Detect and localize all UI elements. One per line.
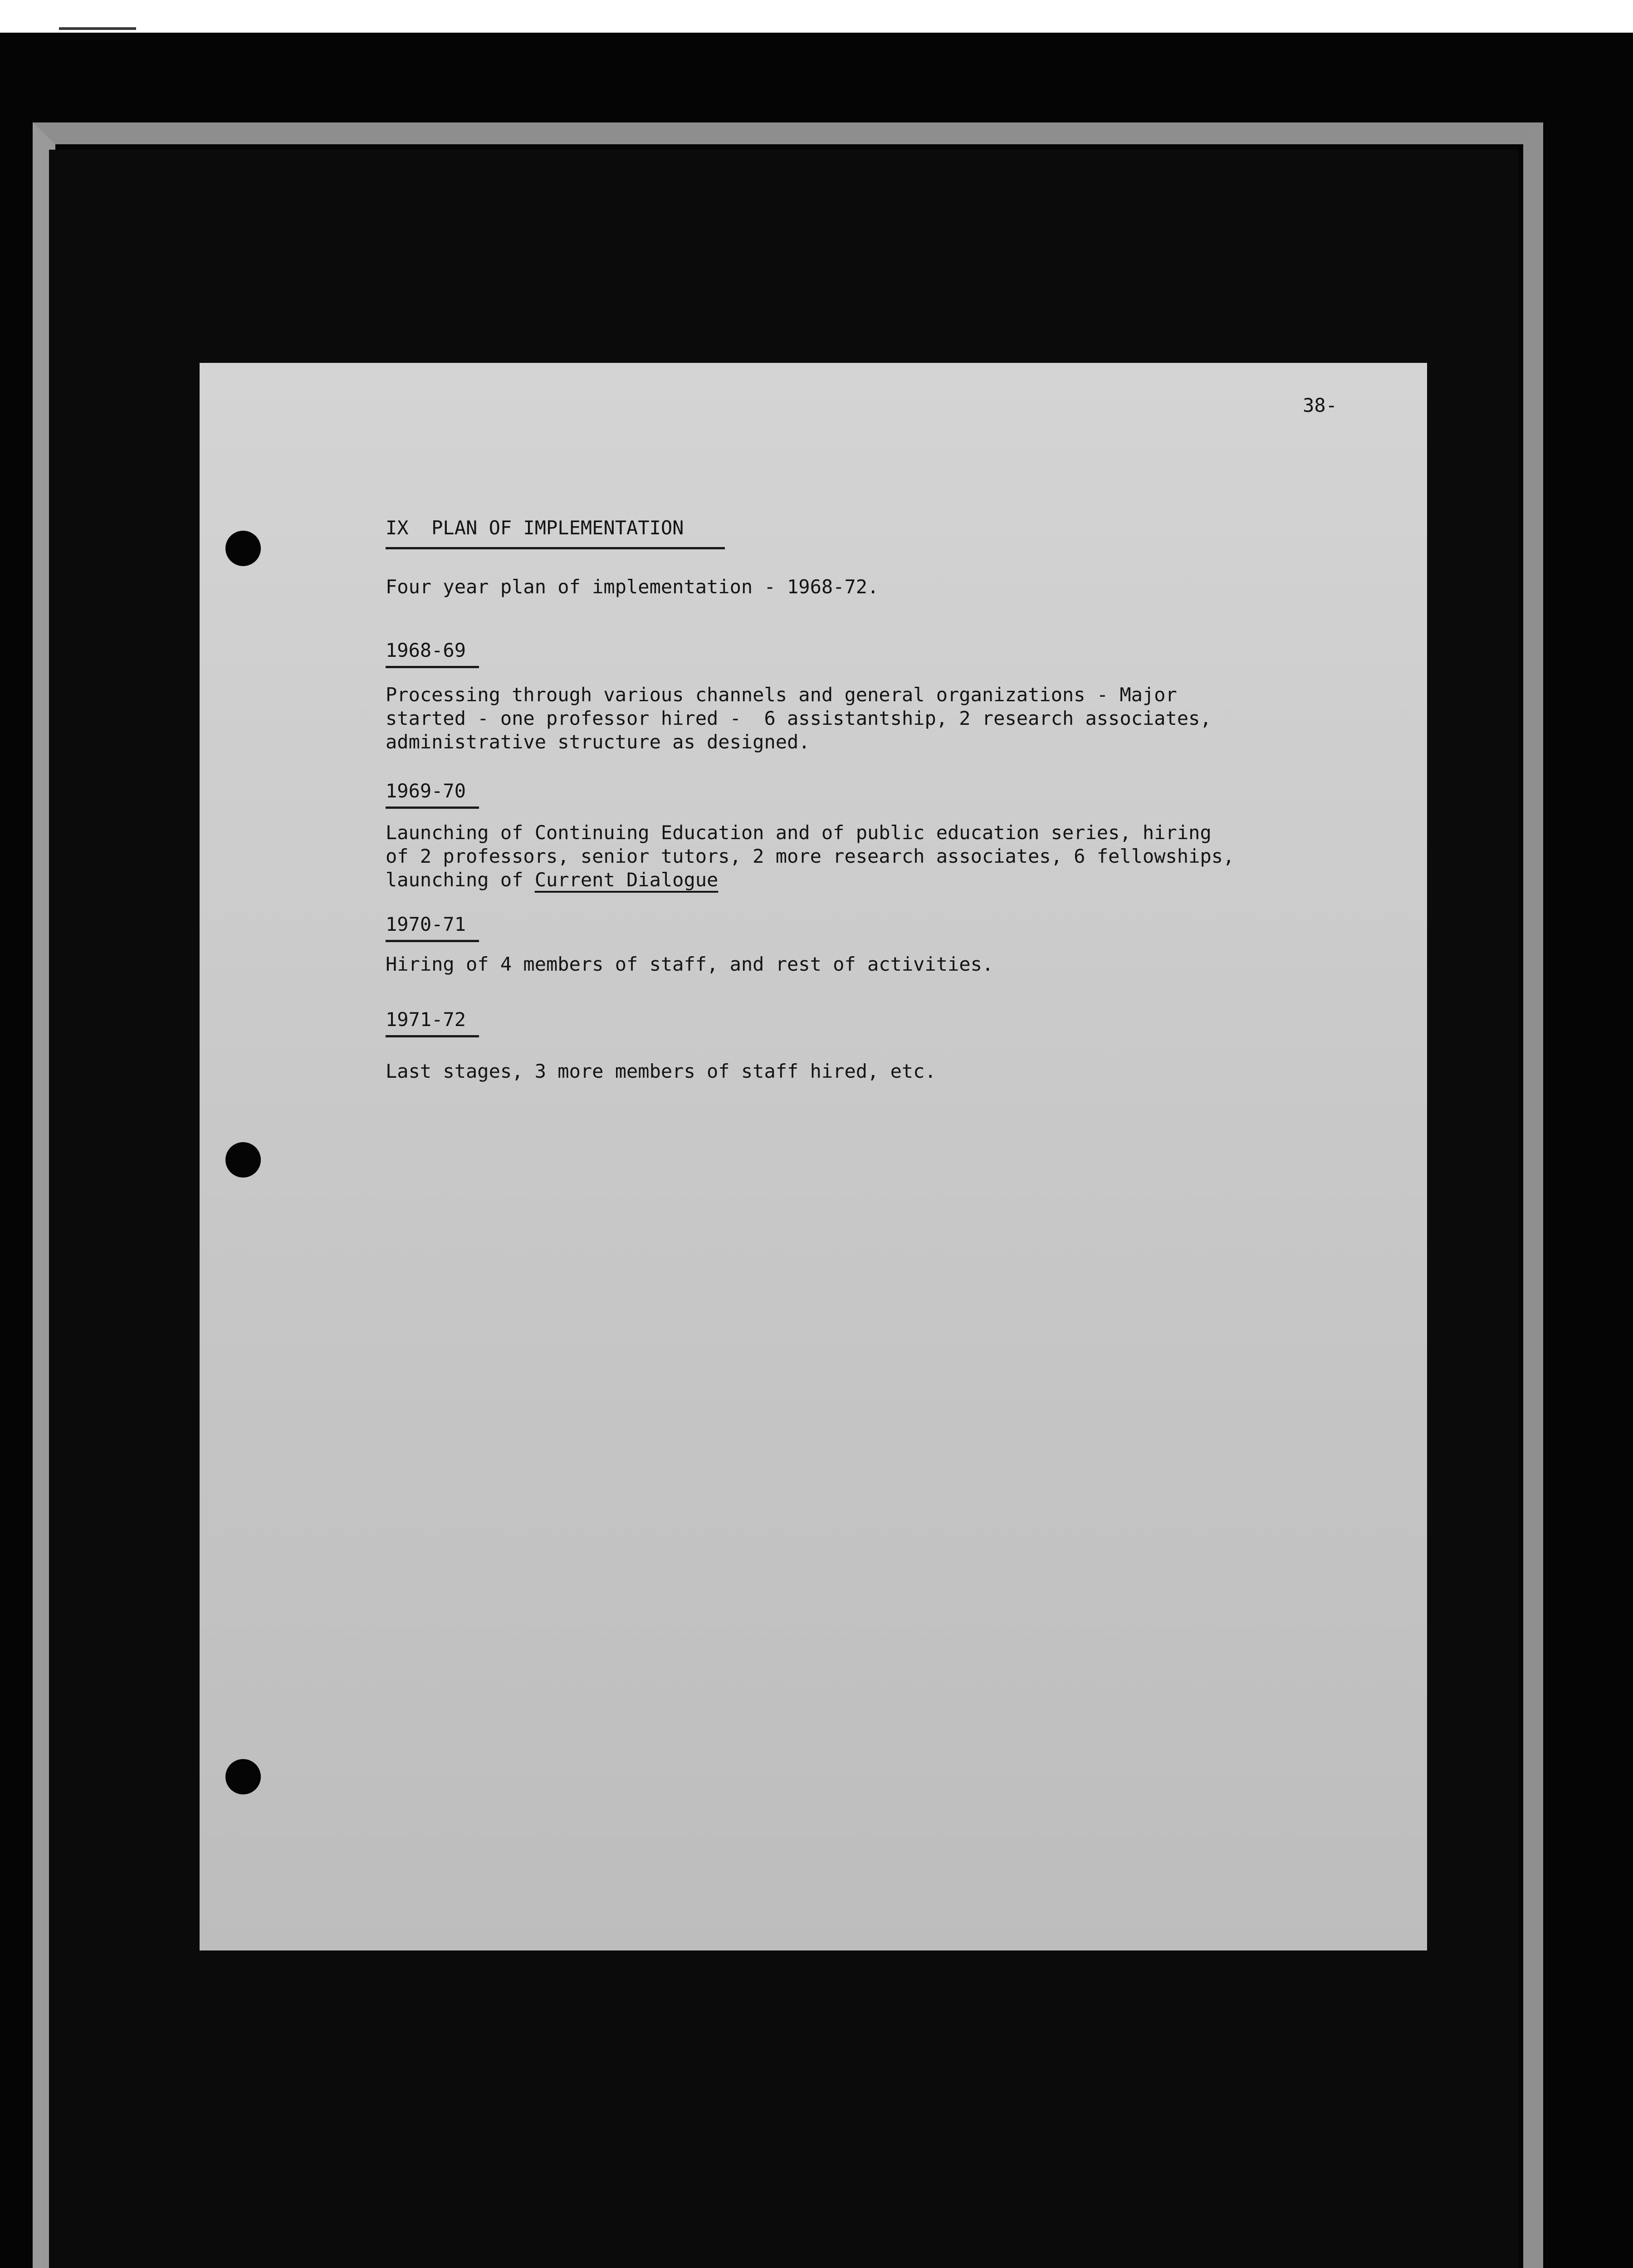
heading-underline <box>386 547 725 549</box>
document-page <box>200 363 1427 1950</box>
period-line: Hiring of 4 members of staff, and rest of activities. <box>386 953 994 975</box>
period-line: Processing through various channels and general organizations - Major <box>386 684 1177 706</box>
section-heading: IX PLAN OF IMPLEMENTATION <box>386 517 684 539</box>
period-line: of 2 professors, senior tutors, 2 more research associates, 6 fellowships, <box>386 845 1235 867</box>
period-year: 1970-71 <box>386 913 466 935</box>
page-number: 38- <box>1303 394 1337 416</box>
period-line: Last stages, 3 more members of staff hired, etc. <box>386 1060 936 1082</box>
punch-hole <box>225 531 261 566</box>
year-underline <box>386 940 479 942</box>
punch-hole <box>225 1142 261 1178</box>
period-line-last <box>386 868 718 892</box>
year-underline <box>386 807 479 809</box>
period-year: 1968-69 <box>386 639 466 661</box>
punch-hole <box>225 1759 261 1794</box>
period-year: 1971-72 <box>386 1008 466 1031</box>
year-underline <box>386 666 479 668</box>
period-line: Launching of Continuing Education and of public education series, hiring <box>386 821 1212 844</box>
publication-title: Current Dialogue <box>534 869 719 891</box>
period-line: started - one professor hired - 6 assistantship, 2 research associates, <box>386 707 1212 729</box>
scanner-top-margin <box>0 0 1633 33</box>
period-year: 1969-70 <box>386 780 466 802</box>
period-line: administrative structure as designed. <box>386 731 810 753</box>
film-speck <box>59 27 136 30</box>
period-line-prefix: launching of <box>386 869 535 891</box>
intro-line: Four year plan of implementation - 1968-72. <box>386 576 879 598</box>
year-underline <box>386 1035 479 1037</box>
